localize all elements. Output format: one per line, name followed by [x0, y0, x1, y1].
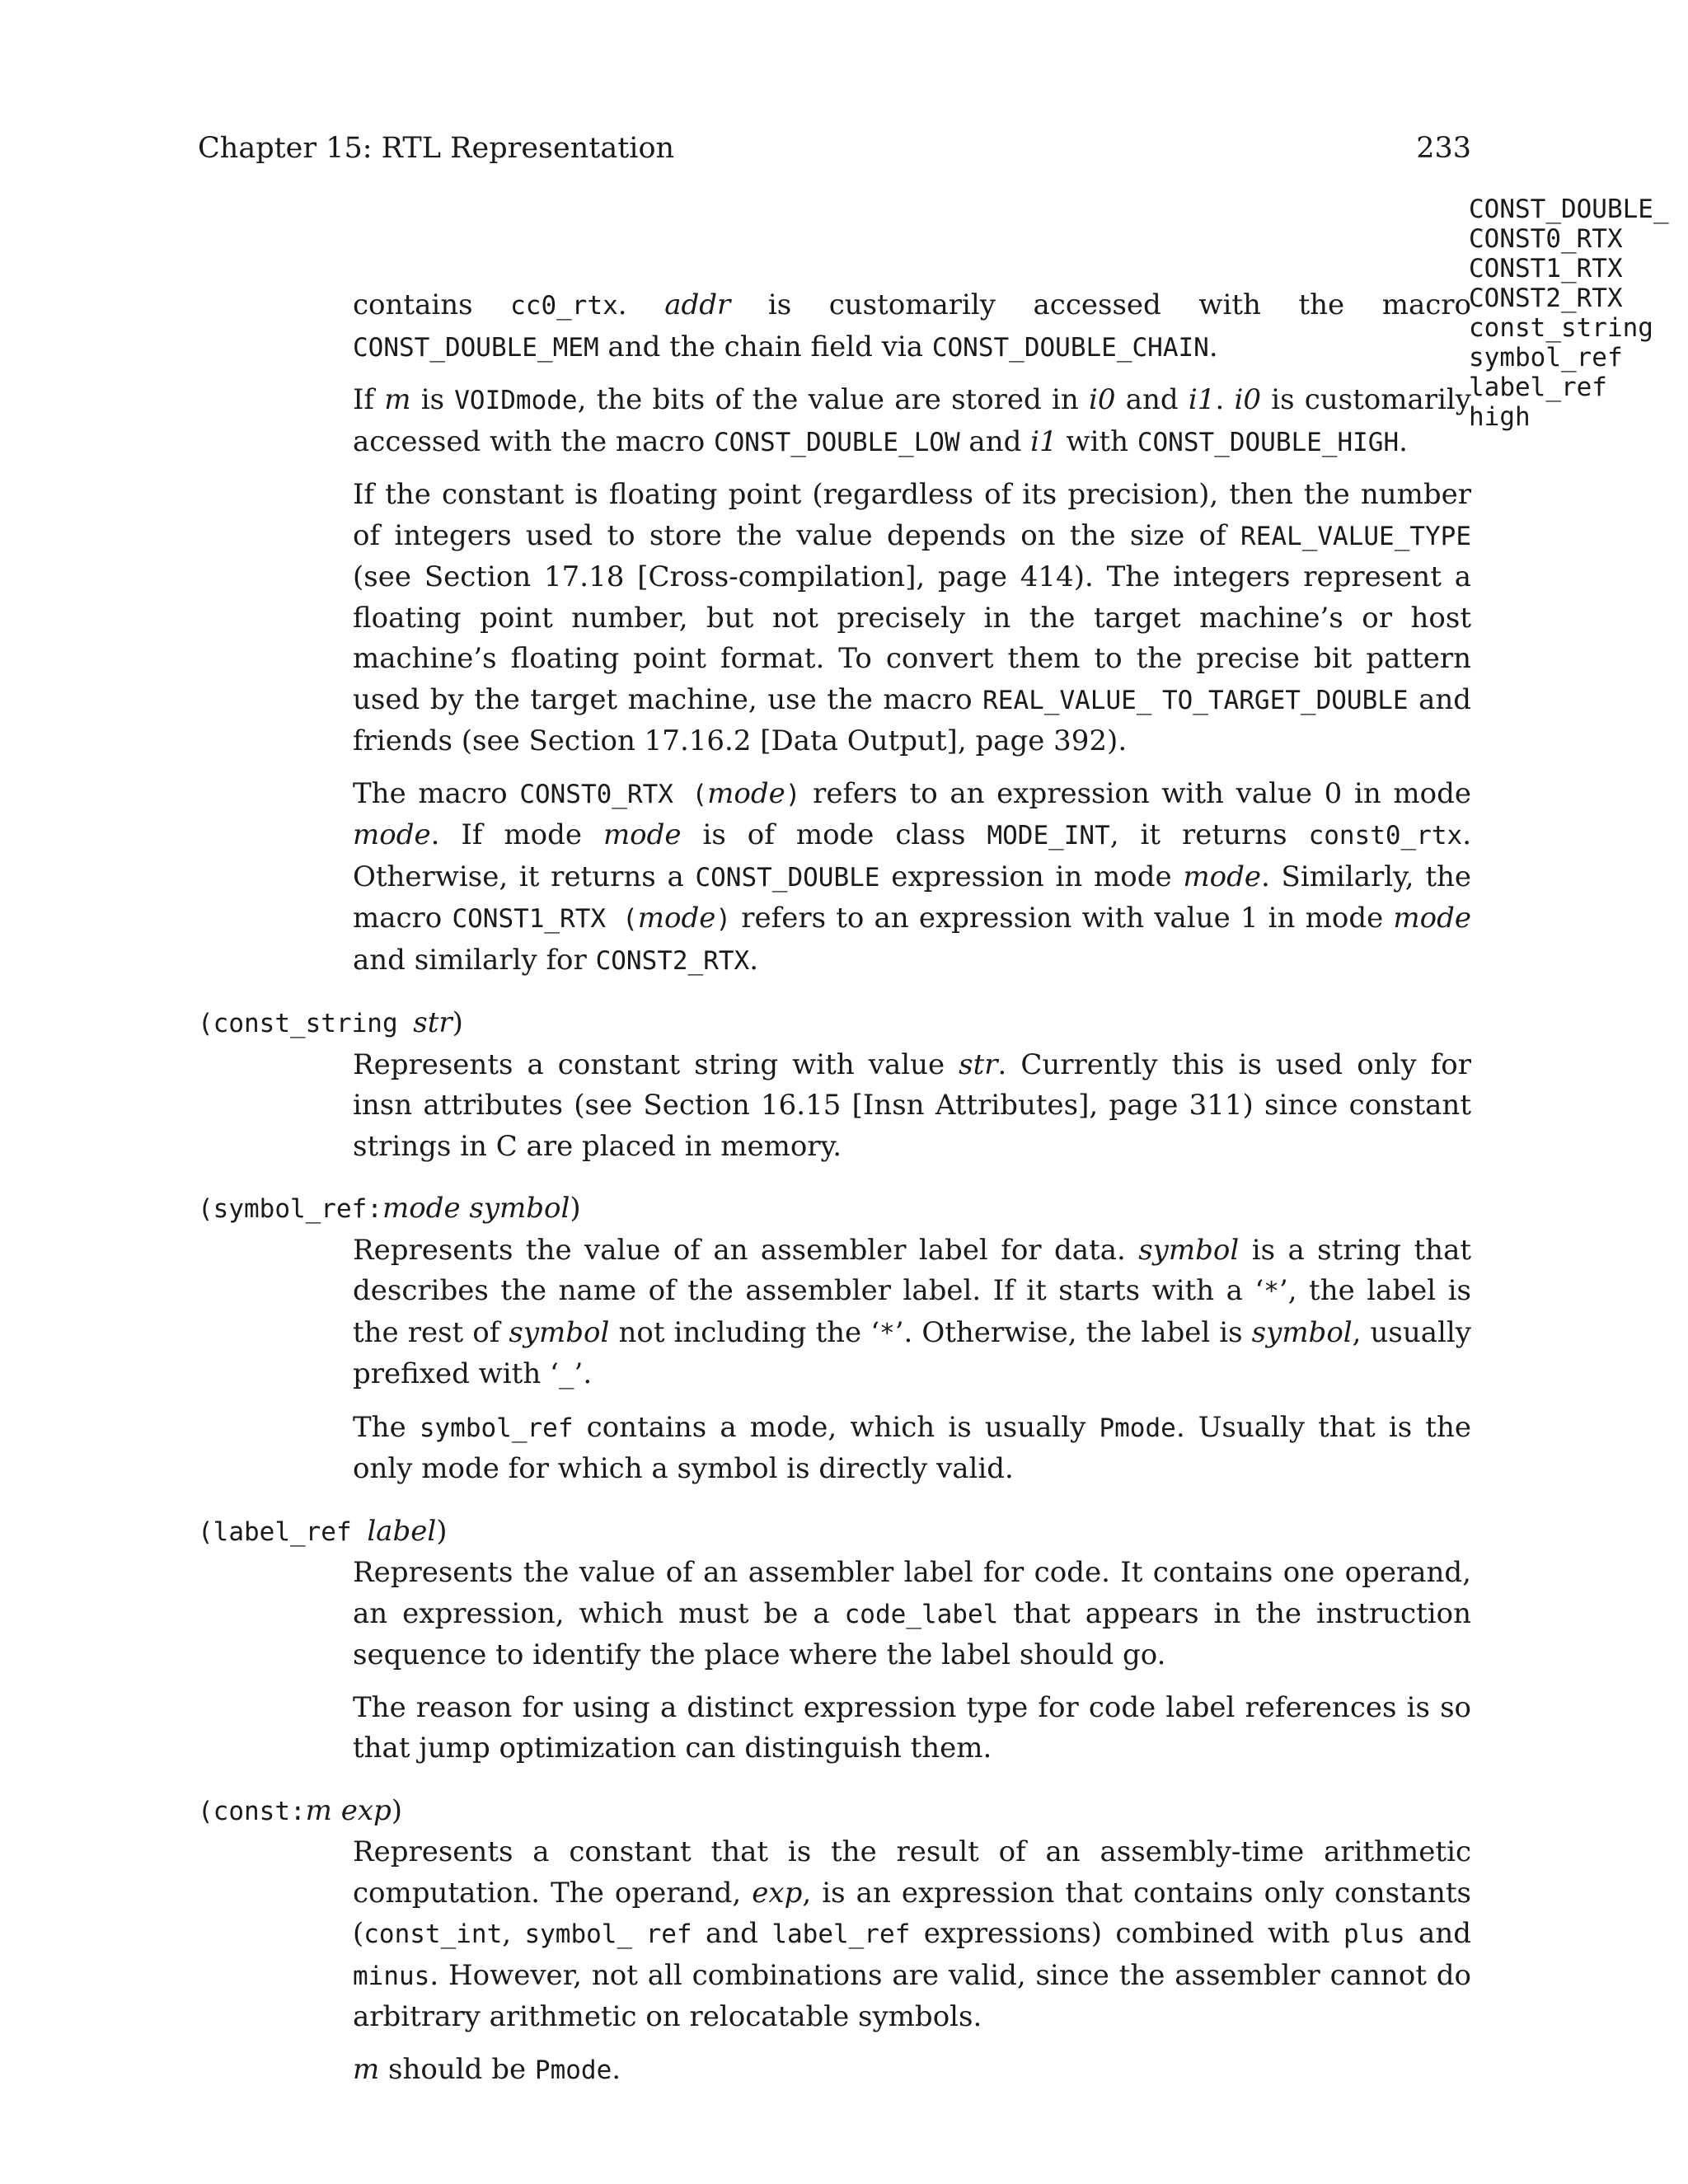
term-label-ref: (label_ref label)	[198, 1514, 448, 1548]
symbol-ref-section	[353, 1230, 1471, 1490]
paragraph: Represents a constant that is the result of an assembly-time arithmetic computation. The operand, exp, is an expression that contains only constants (const_int, symbol_ ref and label_ref expressions) combined with plus and minus. However, not all combinations are valid, since the assembler cannot do arbitrary arithmetic on relocatable symbols.	[353, 1835, 1471, 2033]
paragraph: Represents a constant string with value str. Currently this is used only for insn attributes (see Section 16.15 [Insn Attributes], page 311) since constant strings in C are placed in memory.	[353, 1047, 1471, 1163]
paragraph: contains cc0_rtx. addr is customarily accessed with the macro CONST_DOUBLE_MEM and the chain field via CONST_DOUBLE_CHAIN.	[353, 288, 1471, 363]
index-entry: high	[1469, 402, 1531, 432]
paragraph: Represents the value of an assembler label for code. It contains one operand, an expression, which must be a code_label that appears in the instruction sequence to identify the place where the label should go.	[353, 1556, 1471, 1671]
paragraph: If the constant is floating point (regardless of its precision), then the number of integers used to store the value depends on the size of REAL_VALUE_TYPE (see Section 17.18 [Cross-compilation], page 414). The integers represent a floating point number, but not precisely in the target machine’s or host machine’s floating point format. To convert them to the precise bit pattern used by the target machine, use the macro REAL_VALUE_ TO_TARGET_DOUBLE and friends (see Section 17.16.2 [Data Output], page 392).	[353, 478, 1472, 757]
term-const-string: (const_string str)	[198, 1006, 463, 1039]
paragraph: m should be Pmode.	[353, 2052, 621, 2086]
index-sidebar	[1469, 194, 1688, 432]
paragraph: Represents the value of an assembler label for data. symbol is a string that describes the name of the assembler label. If it starts with a ‘*’, the label is the rest of symbol not including the ‘*’. Otherwise, the label is symbol, usually prefixed with ‘_’.	[353, 1233, 1472, 1390]
index-entry: CONST1_RTX	[1469, 254, 1623, 284]
paragraph: The symbol_ref contains a mode, which is usually Pmode. Usually that is the only mode for which a symbol is directly valid.	[353, 1410, 1471, 1485]
const-double-section	[353, 285, 1471, 982]
index-entry: const_string	[1469, 313, 1653, 343]
term-const: (const:m exp)	[198, 1793, 403, 1827]
index-entry: CONST0_RTX	[1469, 224, 1623, 254]
page-content	[198, 285, 1471, 2102]
term-symbol-ref: (symbol_ref:mode symbol)	[198, 1192, 581, 1225]
index-entry: label_ref	[1469, 373, 1607, 402]
page-header	[198, 132, 1471, 165]
index-entry: CONST_DOUBLE_	[1469, 194, 1669, 224]
const-string-section	[353, 1045, 1471, 1168]
chapter-title: Chapter 15: RTL Representation	[198, 132, 675, 165]
index-entry: symbol_ref	[1469, 343, 1623, 373]
label-ref-section	[353, 1553, 1471, 1769]
paragraph: The macro CONST0_RTX (mode) refers to an expression with value 0 in mode mode. If mode mode is of mode class MODE_INT, it returns const0_rtx. Otherwise, it returns a CONST_DOUBLE expression in mode mode. Similarly, the macro CONST1_RTX (mode) refers to an expression with value 1 in mode mode and similarly for CONST2_RTX.	[353, 776, 1472, 977]
index-entry: CONST2_RTX	[1469, 284, 1623, 313]
paragraph: If m is VOIDmode, the bits of the value are stored in i0 and i1. i0 is customarily accessed with the macro CONST_DOUBLE_LOW and i1 with CONST_DOUBLE_HIGH.	[353, 383, 1471, 458]
page-number: 233	[1416, 132, 1471, 165]
paragraph: The reason for using a distinct expression type for code label references is so that jump optimization can distinguish them.	[353, 1690, 1471, 1765]
const-section	[353, 1832, 1471, 2091]
